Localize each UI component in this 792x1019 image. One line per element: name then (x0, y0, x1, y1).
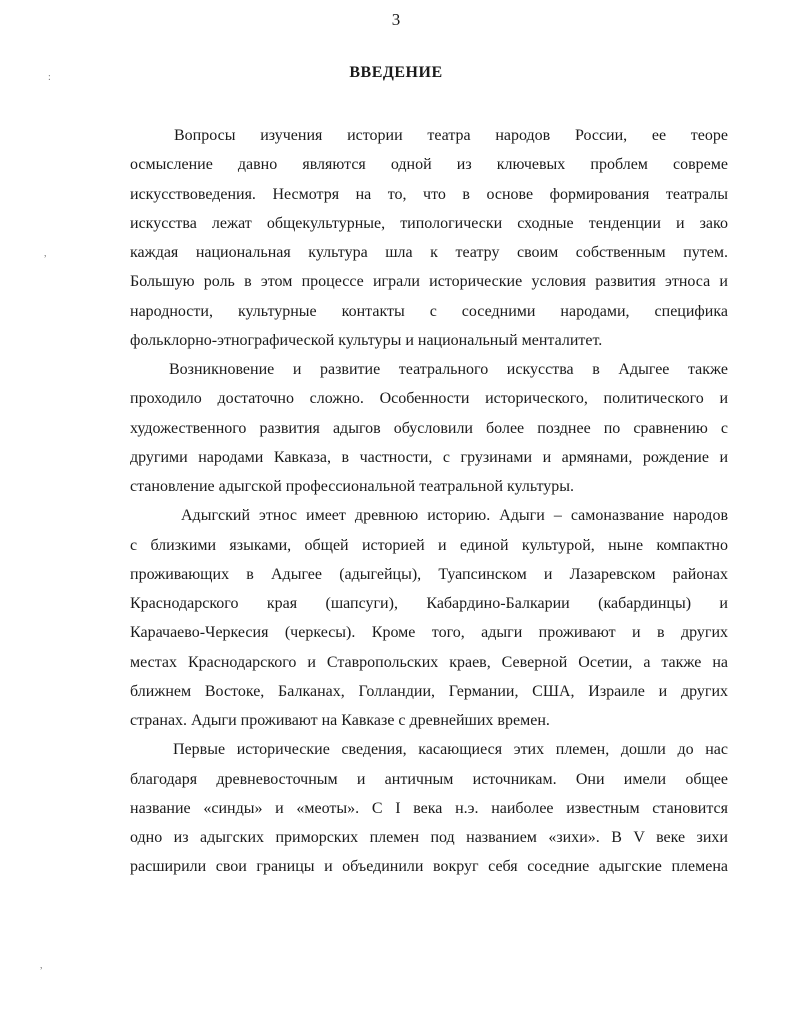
text-line: расширили свои границы и объединили вокруг себя соседние адыгские племена (130, 858, 728, 876)
text-line: народности, культурные контакты с соседними народами, специфика (130, 302, 728, 320)
text-line: Первые исторические сведения, касающиеся этих племен, дошли до нас (173, 741, 728, 759)
text-line: с близкими языками, общей историей и единой культурой, ныне компактно (130, 536, 728, 554)
text-line: каждая национальная культура шла к театру своим собственным путем. (130, 244, 728, 261)
text-line: Возникновение и развитие театрального искусства в Адыгее также (169, 361, 728, 378)
scan-mark-3: , (40, 960, 43, 971)
scan-mark-1: : (48, 72, 51, 83)
text-line: Большую роль в этом процессе играли исторические условия развития этноса и (130, 273, 728, 291)
text-line: другими народами Кавказа, в частности, с грузинами и армянами, рождение и (130, 448, 728, 466)
text-line: становление адыгской профессиональной театральной культуры. (130, 478, 575, 495)
text-line: странах. Адыги проживают на Кавказе с древнейших времен. (130, 712, 550, 729)
paragraph-3 (130, 501, 728, 735)
text-line: благодаря древневосточным и античным источникам. Они имели общее (130, 770, 728, 788)
text-line: одно из адыгских приморских племен под названием «зихи». В V веке зихи (130, 829, 728, 846)
text-line: Вопросы изучения истории театра народов России, ее теоре (174, 127, 728, 144)
paragraph-4 (130, 735, 728, 881)
body-text (130, 121, 728, 882)
text-line: название «синды» и «меоты». С I века н.э. наиболее известным становится (130, 799, 728, 817)
text-line: проживающих в Адыгее (адыгейцы), Туапсинском и Лазаревском районах (130, 565, 728, 583)
text-line: ближнем Востоке, Балканах, Голландии, Германии, США, Израиле и других (130, 682, 728, 700)
text-line: проходило достаточно сложно. Особенности исторического, политического и (130, 390, 728, 408)
heading: ВВЕДЕНИЕ (349, 64, 443, 81)
text-line: искусствоведения. Несмотря на то, что в основе формирования театралы (130, 185, 728, 203)
text-line: художественного развития адыгов обусловили более позднее по сравнению с (130, 419, 728, 437)
text-line: искусства лежат общекультурные, типологически сходные тенденции и зако (130, 214, 728, 232)
paragraph-2 (130, 355, 728, 501)
page-number: 3 (391, 10, 401, 29)
text-line: Адыгский этнос имеет древнюю историю. Адыги – самоназвание народов (181, 507, 728, 525)
scan-mark-2: , (44, 248, 47, 259)
text-line: осмысление давно являются одной из ключевых проблем совреме (130, 156, 728, 174)
text-line: фольклорно-этнографической культуры и национальный менталитет. (130, 331, 603, 349)
paragraph-1 (130, 121, 728, 355)
text-line: местах Краснодарского и Ставропольских краев, Северной Осетии, а также на (130, 653, 728, 671)
text-line: Краснодарского края (шапсуги), Кабардино-Балкарии (кабардинцы) и (130, 595, 728, 612)
text-line: Карачаево-Черкесия (черкесы). Кроме того, адыги проживают и в других (130, 624, 728, 642)
